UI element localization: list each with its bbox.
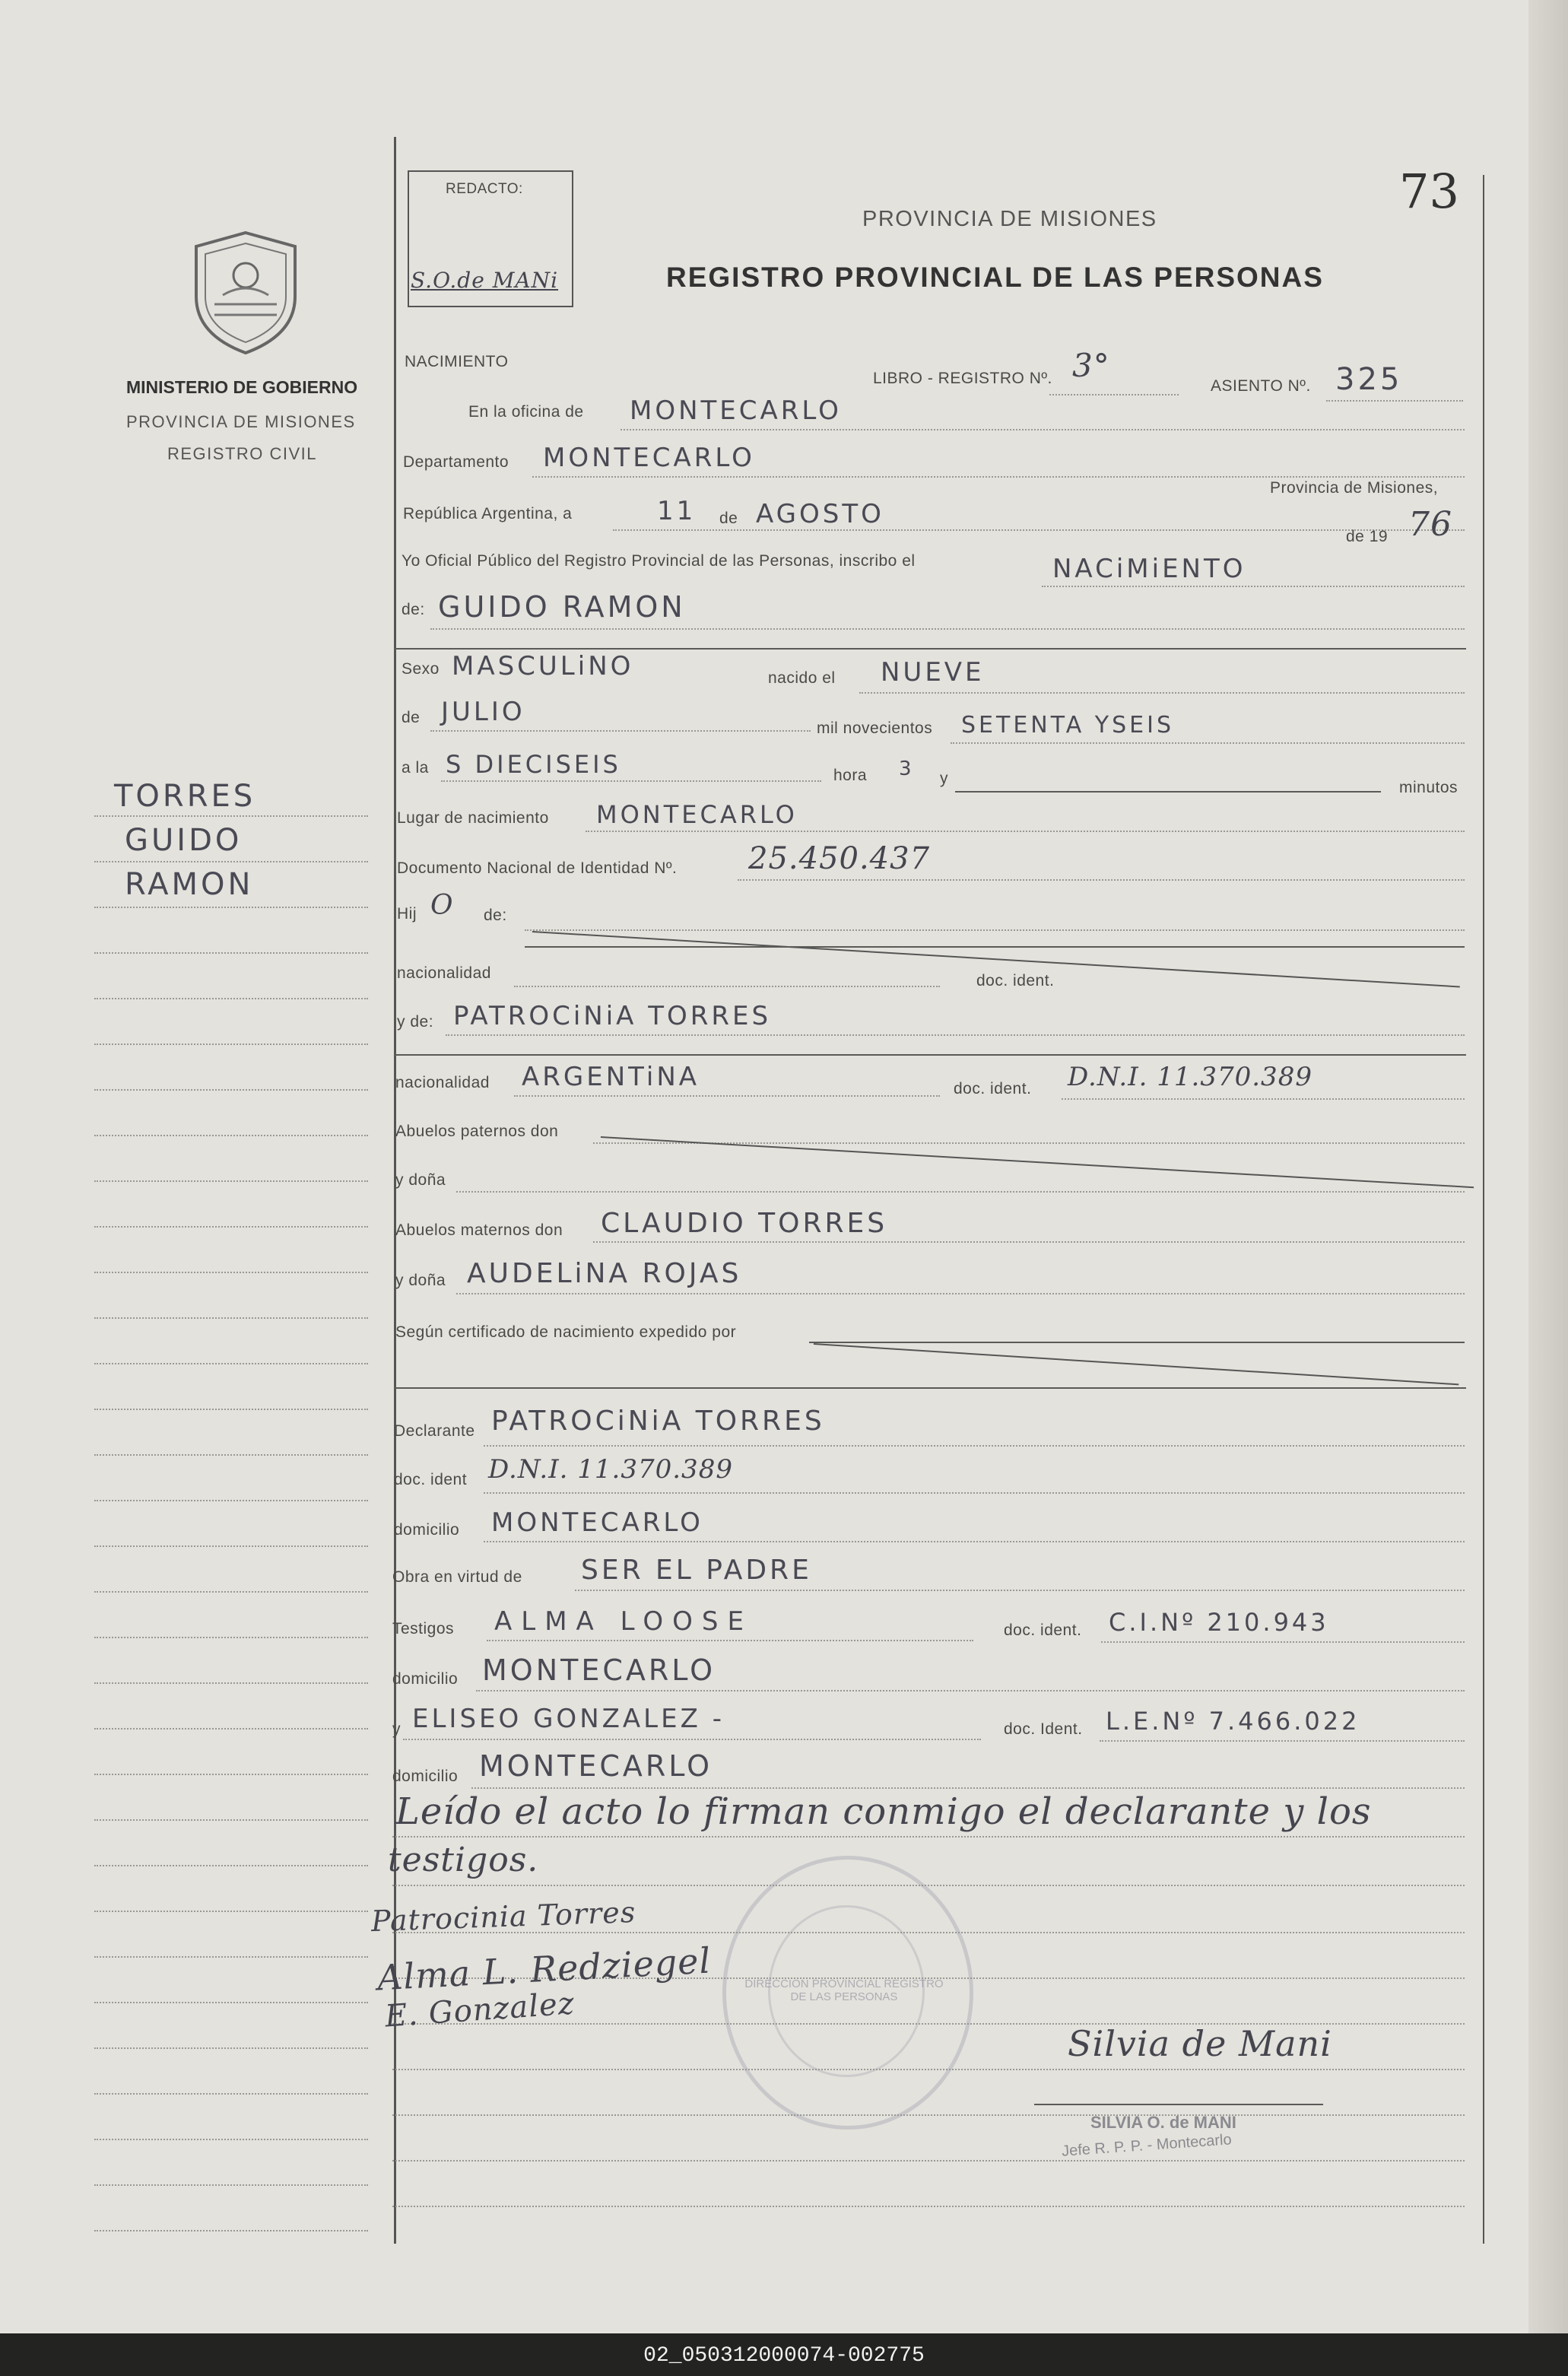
domicilio2-value: MONTECARLO <box>482 1653 716 1687</box>
docident2-label: doc. ident. <box>954 1080 1032 1097</box>
departamento-value: MONTECARLO <box>543 443 755 473</box>
sidebar-dotted-line <box>94 1911 368 1912</box>
docident3-value: D.N.I. 11.370.389 <box>488 1454 733 1485</box>
sidebar-dotted-line <box>94 861 368 862</box>
sidebar-dotted-line <box>94 1043 368 1045</box>
day-value: 11 <box>657 496 697 526</box>
domicilio3-value: MONTECARLO <box>479 1749 713 1783</box>
testigo2-value: ELISEO GONZALEZ - <box>412 1704 725 1734</box>
abuelos-mat-value: CLAUDIO TORRES <box>601 1208 888 1239</box>
closing-line1: Leído el acto lo firman conmigo el declarante y los <box>395 1790 1372 1833</box>
sidebar-dotted-line <box>94 1865 368 1866</box>
nacionalidad2-value: ARGENTiNA <box>522 1062 700 1092</box>
ydona1-label: y doña <box>395 1171 446 1189</box>
domicilio1-value: MONTECARLO <box>491 1507 703 1538</box>
sidebar-dotted-line <box>94 952 368 954</box>
de-label: de <box>719 510 738 527</box>
sidebar-dotted-line <box>94 815 368 817</box>
image-code: 02_050312000074-002775 <box>643 2344 925 2368</box>
y-label: y <box>940 770 948 787</box>
month-value: AGOSTO <box>756 499 884 529</box>
sidebar-dotted-line <box>94 1956 368 1958</box>
inscribo-value: NACiMiENTO <box>1052 554 1246 584</box>
sidebar-dotted-line <box>94 2047 368 2049</box>
margin-note-surname: TORRES <box>114 779 256 814</box>
sexo-value: MASCULiNO <box>452 651 634 681</box>
sidebar-dotted-line <box>94 1226 368 1228</box>
lugar-value: MONTECARLO <box>596 800 798 829</box>
dni-value: 25.450.437 <box>748 841 931 876</box>
right-rule <box>1483 175 1484 2244</box>
sidebar-dotted-line <box>94 1180 368 1182</box>
declarante-value: PATROCiNiA TORRES <box>491 1406 825 1437</box>
hijo-value: O <box>430 890 454 921</box>
signature-witness-2: E. Gonzalez <box>383 1986 576 2035</box>
declarante-label: Declarante <box>394 1422 475 1440</box>
registry-title: REGISTRO PROVINCIAL DE LAS PERSONAS <box>666 262 1324 293</box>
nacido-value: NUEVE <box>881 657 985 688</box>
docident4-label: doc. ident. <box>1004 1622 1082 1639</box>
lower-dotted-line <box>392 2160 1465 2162</box>
ydona2-label: y doña <box>395 1272 446 1289</box>
testigo1-value: ALMA LOOSE <box>494 1606 753 1637</box>
nacido-label: nacido el <box>768 669 836 687</box>
mother-value: PATROCiNiA TORRES <box>453 1001 772 1031</box>
sidebar-dotted-line <box>94 1682 368 1684</box>
lower-dotted-line <box>392 2114 1465 2116</box>
republica-label: República Argentina, a <box>403 505 573 523</box>
sidebar-dotted-line <box>94 1591 368 1593</box>
sidebar-province: PROVINCIA DE MISIONES <box>126 412 356 431</box>
oficina-value: MONTECARLO <box>630 395 842 426</box>
sidebar-dotted-line <box>94 1363 368 1364</box>
official-stamp-role: Jefe R. P. P. - Montecarlo <box>1061 2131 1233 2160</box>
alas-value: S DIECISEIS <box>446 750 621 779</box>
nacionalidad2-label: nacionalidad <box>395 1074 490 1091</box>
libro-value: 3° <box>1072 347 1110 384</box>
provincia-label: Provincia de Misiones, <box>1270 479 1439 497</box>
y-testigo-label: y <box>392 1720 401 1738</box>
domicilio2-label: domicilio <box>392 1670 459 1688</box>
oficina-label: En la oficina de <box>468 403 584 421</box>
sidebar-dotted-line <box>94 2002 368 2003</box>
sidebar-dotted-line <box>94 1728 368 1730</box>
ydona2-value: AUDELiNA ROJAS <box>467 1258 742 1289</box>
libro-label: LIBRO - REGISTRO Nº. <box>873 370 1052 387</box>
hijo-label: Hij <box>397 905 417 923</box>
margin-note-second: RAMON <box>125 867 254 902</box>
sidebar-dotted-line <box>94 1409 368 1410</box>
alas-label: a la <box>402 759 429 777</box>
redacto-box <box>408 170 573 307</box>
sidebar-dotted-line <box>94 1089 368 1091</box>
act-type-label: NACIMIENTO <box>405 353 509 370</box>
sidebar-dotted-line <box>94 1500 368 1501</box>
signature-official: Silvia de Mani <box>1068 2023 1332 2064</box>
milnov-value: SETENTA YSEIS <box>961 712 1174 739</box>
sidebar-dotted-line <box>94 1272 368 1273</box>
provincial-crest <box>189 228 303 357</box>
redacto-value: S.O.de MANi <box>411 268 559 293</box>
sidebar-dotted-line <box>94 1454 368 1456</box>
docident2-value: D.N.I. 11.370.389 <box>1068 1062 1312 1092</box>
hora-label: hora <box>833 767 868 784</box>
closing-line2: testigos. <box>388 1841 539 1879</box>
nacionalidad1-label: nacionalidad <box>397 964 491 982</box>
lugar-label: Lugar de nacimiento <box>397 809 549 827</box>
milnov-label: mil novecientos <box>817 719 933 737</box>
dni-label: Documento Nacional de Identidad Nº. <box>397 859 678 877</box>
official-stamp-name: SILVIA O. de MANI <box>1090 2113 1236 2132</box>
docident5-value: L.E.Nº 7.466.022 <box>1106 1707 1360 1736</box>
sidebar-dotted-line <box>94 2230 368 2231</box>
sidebar-dotted-line <box>94 998 368 999</box>
sidebar-dotted-line <box>94 1637 368 1638</box>
docident5-label: doc. Ident. <box>1004 1720 1083 1738</box>
sidebar-dotted-line <box>94 1317 368 1319</box>
sidebar-registry: REGISTRO CIVIL <box>167 444 318 463</box>
docident1-label: doc. ident. <box>976 972 1055 989</box>
segun-label: Según certificado de nacimiento expedido por <box>395 1323 737 1341</box>
testigos-label: Testigos <box>392 1620 455 1637</box>
departamento-label: Departamento <box>403 453 509 471</box>
obra-label: Obra en virtud de <box>392 1568 522 1586</box>
ministry-label: MINISTERIO DE GOBIERNO <box>126 377 358 397</box>
hora-value: 3 <box>899 758 915 780</box>
signature-declarante: Patrocinia Torres <box>370 1895 636 1939</box>
sidebar-dotted-line <box>94 2139 368 2140</box>
yde-label: y de: <box>397 1013 434 1031</box>
asiento-label: ASIENTO Nº. <box>1211 377 1311 395</box>
sidebar-dotted-line <box>94 1135 368 1136</box>
sidebar-dotted-line <box>94 1774 368 1775</box>
docident4-value: C.I.Nº 210.943 <box>1109 1608 1329 1637</box>
lower-dotted-line <box>392 2206 1465 2207</box>
round-seal-text: DIRECCION PROVINCIAL REGISTRO DE LAS PERSONAS <box>744 1977 944 2003</box>
abuelos-pat-label: Abuelos paternos don <box>395 1123 559 1140</box>
obra-value: SER EL PADRE <box>581 1555 812 1586</box>
sidebar-dotted-line <box>94 1819 368 1821</box>
year-label: de 19 <box>1346 528 1389 545</box>
page-number: 73 <box>1399 164 1459 219</box>
abuelos-mat-label: Abuelos maternos don <box>395 1221 563 1239</box>
domicilio1-label: domicilio <box>394 1521 460 1539</box>
sidebar-dotted-line <box>94 1545 368 1547</box>
name-value: GUIDO RAMON <box>438 590 686 624</box>
sidebar-dotted-line <box>94 2093 368 2095</box>
docident3-label: doc. ident <box>394 1471 468 1488</box>
redacto-label: REDACTO: <box>446 181 523 197</box>
de2-label: de <box>402 709 421 726</box>
signature-witness-1: Alma L. Redziegel <box>376 1939 713 1999</box>
month2-value: JULIO <box>441 697 525 727</box>
hijo-de-label: de: <box>484 907 507 924</box>
sexo-label: Sexo <box>402 660 440 678</box>
oficial-text: Yo Oficial Público del Registro Provincial de las Personas, inscribo el <box>402 552 916 570</box>
domicilio3-label: domicilio <box>392 1768 459 1785</box>
minutos-label: minutos <box>1399 779 1458 796</box>
year-value: 76 <box>1408 505 1452 544</box>
de-name-label: de: <box>402 601 425 618</box>
margin-note-first: GUIDO <box>125 823 243 858</box>
sidebar-dotted-line <box>94 907 368 908</box>
province-line: PROVINCIA DE MISIONES <box>862 207 1157 231</box>
sidebar-dotted-line <box>94 2184 368 2186</box>
asiento-value: 325 <box>1335 362 1403 397</box>
